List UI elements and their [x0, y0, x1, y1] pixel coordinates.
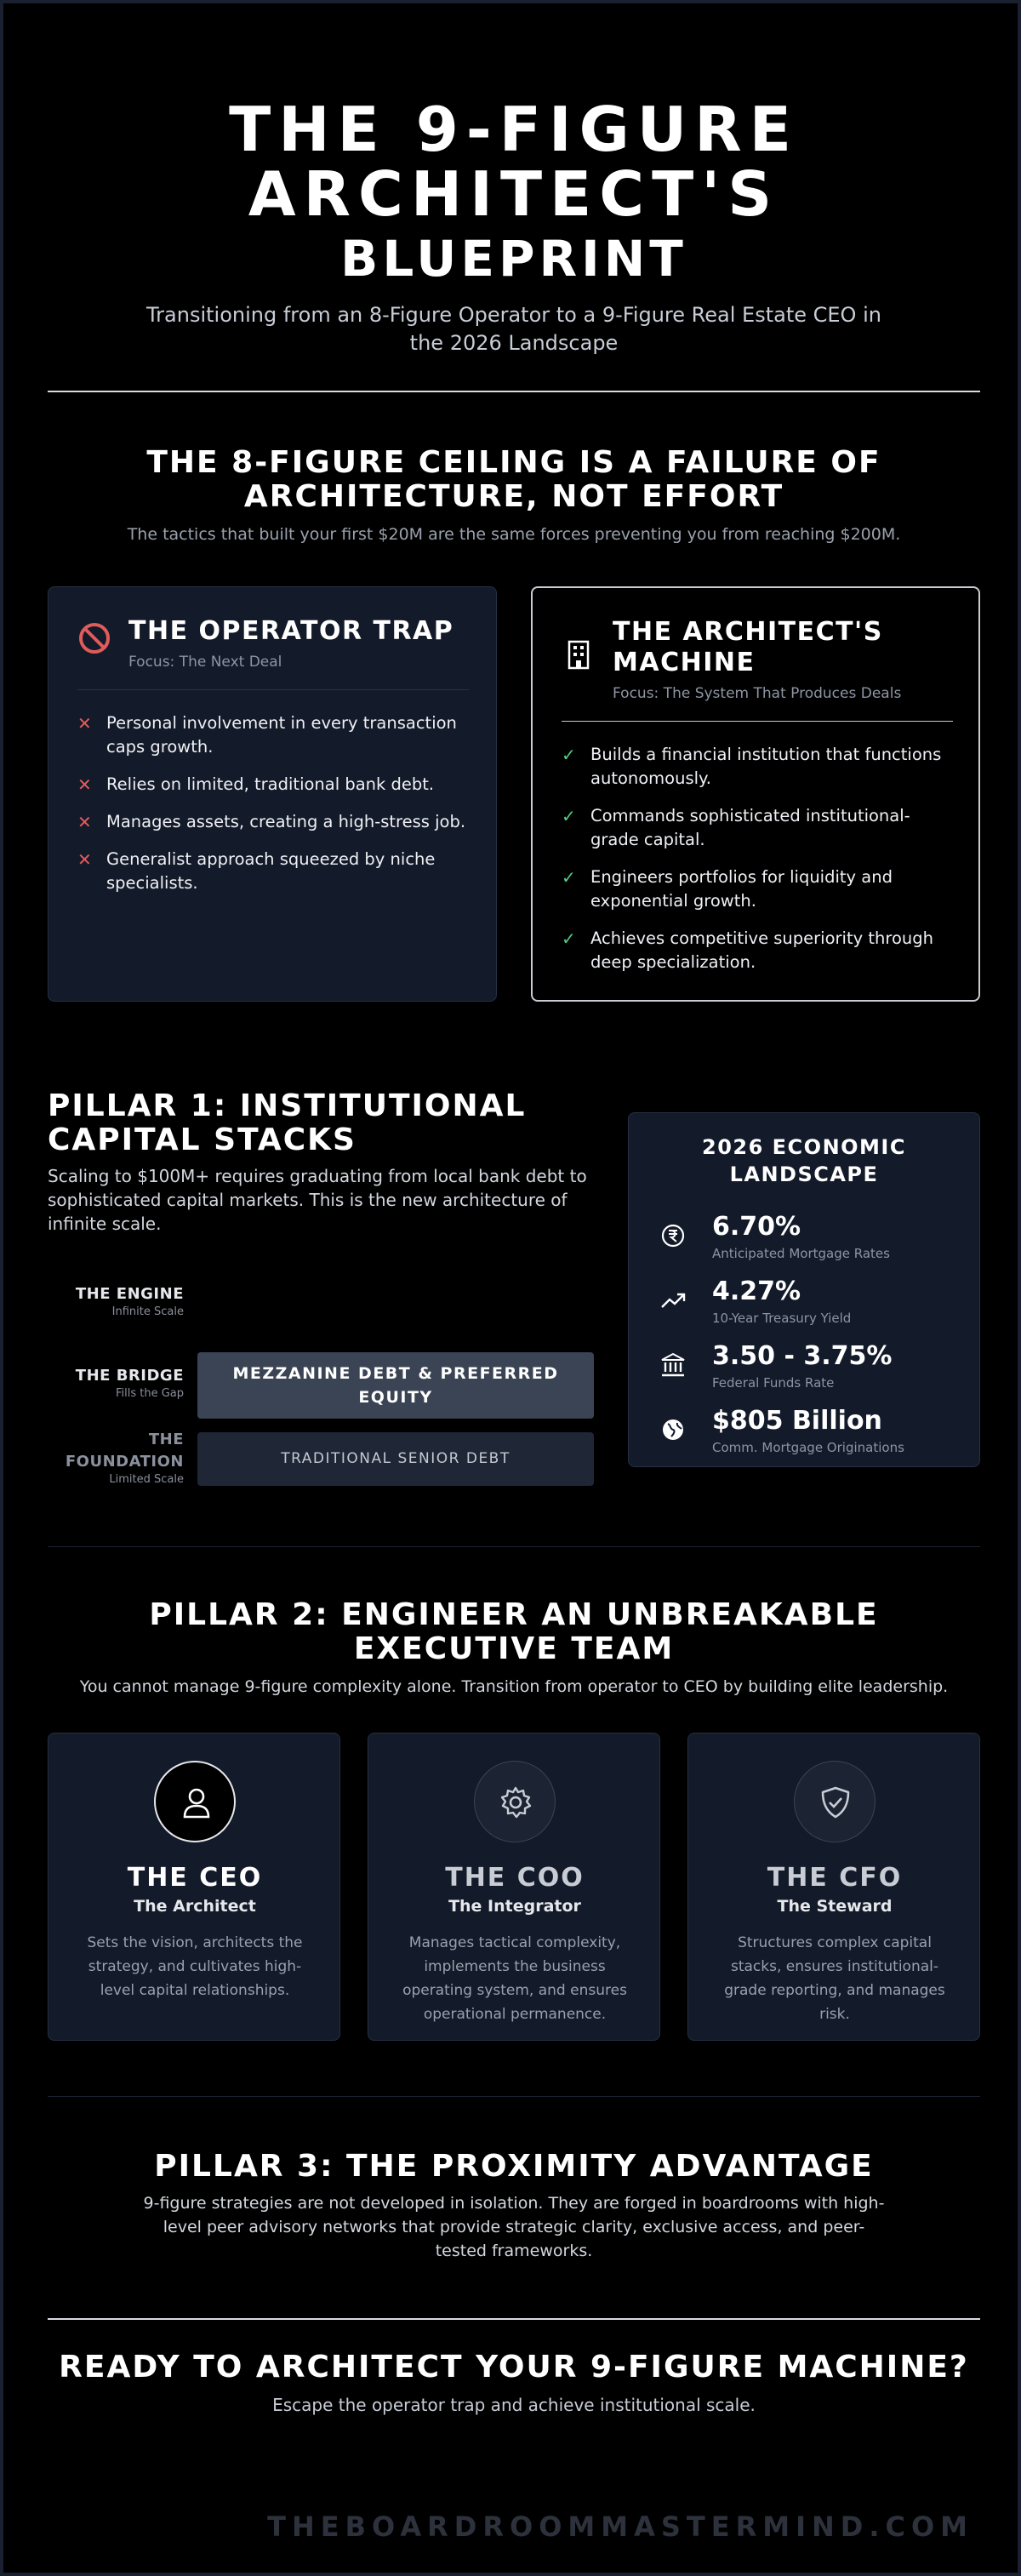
cta-subtitle: Escape the operator trap and achieve institutional scale.: [272, 2395, 756, 2415]
stack-bar-senior-debt: TRADITIONAL SENIOR DEBT: [197, 1432, 594, 1486]
footer-site-link[interactable]: THEBOARDROOMMASTERMIND.COM: [267, 2510, 973, 2543]
currency-icon: [659, 1222, 687, 1249]
cta-title: READY TO ARCHITECT YOUR 9-FIGURE MACHINE?: [59, 2350, 969, 2385]
trending-up-icon: [659, 1287, 687, 1314]
pillar1-title: PILLAR 1: INSTITUTIONAL CAPITAL STACKS: [48, 1088, 527, 1157]
x-icon: ✕: [77, 713, 92, 734]
hero-divider: [48, 391, 980, 392]
hero-subtitle: Transitioning from an 8-Figure Operator to a 9-Figure Real Estate CEO in the 2026 Landscape: [146, 303, 881, 355]
building-icon: [562, 637, 596, 671]
operator-trap-card: [48, 586, 497, 1002]
x-icon: ✕: [77, 849, 92, 870]
gear-icon: [497, 1784, 534, 1821]
architect-machine-card: [531, 586, 980, 1002]
prohibited-icon: [77, 621, 111, 655]
list-item: ✕ Generalist approach squeezed by niche specialists.: [77, 849, 436, 893]
team-subrole: The Architect: [134, 1897, 256, 1916]
hero-title-line2: ARCHITECT'S: [248, 158, 780, 230]
team-description: Structures complex capital stacks, ensures institutional-grade reporting, and manages risk.: [724, 1934, 945, 2023]
team-description: Sets the vision, architects the strategy, and cultivates high-level capital relationships.: [87, 1934, 303, 1999]
cta-divider: [48, 2318, 980, 2320]
stack-bar-mezzanine: MEZZANINE DEBT & PREFERRED EQUITY: [197, 1352, 594, 1419]
architect-machine-list: [562, 743, 953, 988]
pillar2-title: PILLAR 2: ENGINEER AN UNBREAKABLE EXECUTIVE TEAM: [149, 1597, 879, 1666]
x-icon: ✕: [77, 774, 92, 795]
economic-landscape-title: 2026 ECONOMIC LANDSCAPE: [702, 1135, 906, 1186]
pillar2-subtitle: You cannot manage 9-figure complexity alone. Transition from operator to CEO by building elite leadership.: [79, 1677, 949, 1696]
operator-trap-focus: Focus: The Next Deal: [128, 654, 282, 671]
stack-label-engine: THE ENGINE Infinite Scale: [75, 1285, 184, 1318]
architect-machine-focus: Focus: The System That Produces Deals: [613, 685, 902, 702]
pillar3-title: PILLAR 3: THE PROXIMITY ADVANTAGE: [154, 2149, 874, 2184]
hero-title: [48, 94, 980, 291]
operator-trap-divider: [77, 689, 469, 690]
user-icon: [178, 1785, 215, 1822]
list-item: ✓ Builds a financial institution that functions autonomously.: [562, 745, 942, 788]
team-role: THE CFO: [767, 1863, 903, 1893]
team-card-coo: [368, 1733, 660, 2041]
team-card-cfo: [687, 1733, 980, 2041]
team-description: Manages tactical complexity, implements the business operating system, and ensures operational permanence.: [402, 1934, 627, 2023]
avatar: [474, 1761, 556, 1842]
section-divider: [48, 1546, 980, 1547]
team-card-ceo: [48, 1733, 340, 2041]
stack-label-foundation: THE FOUNDATION Limited Scale: [65, 1431, 184, 1486]
operator-trap-list: [77, 711, 469, 909]
team-subrole: The Steward: [777, 1897, 893, 1916]
pillar1-description: Scaling to $100M+ requires graduating from local bank debt to sophisticated capital markets. This is the new architecture of infinite scale.: [48, 1166, 587, 1234]
list-item: ✕ Manages assets, creating a high-stress job.: [77, 812, 466, 832]
list-item: ✓ Commands sophisticated institutional-grade capital.: [562, 806, 910, 849]
team-role: THE CEO: [127, 1863, 263, 1893]
list-item: ✕ Relies on limited, traditional bank debt.: [77, 774, 435, 795]
check-icon: ✓: [562, 867, 576, 888]
bank-icon: [659, 1351, 687, 1379]
hero-title-line1: THE 9-FIGURE: [229, 94, 799, 165]
check-icon: ✓: [562, 806, 576, 826]
hero-title-line3: BLUEPRINT: [340, 230, 687, 288]
team-subrole: The Integrator: [448, 1897, 581, 1916]
globe-icon: [659, 1416, 687, 1443]
check-icon: ✓: [562, 928, 576, 949]
section-divider: [48, 2096, 980, 2097]
operator-trap-title: THE OPERATOR TRAP: [128, 616, 454, 646]
economic-landscape-card: 2026 ECONOMIC LANDSCAPE 6.70% Anticipated Mortgage Rates 4.27% 10-Year Treasury Yield 3.50 - 3.75% Federal Funds Rate $805 Billion Comm. Mortgage Originations: [628, 1112, 980, 1467]
check-icon: ✓: [562, 745, 576, 765]
pillar3-subtitle: 9-figure strategies are not developed in isolation. They are forged in boardrooms with high-level peer advisory networks that provide strategic clarity, exclusive access, and peer-tested frameworks.: [143, 2194, 885, 2260]
ceiling-subtitle: The tactics that built your first $20M are the same forces preventing you from reaching $200M.: [127, 525, 901, 544]
list-item: ✓ Achieves competitive superiority through deep specialization.: [562, 928, 933, 972]
ceiling-title: THE 8-FIGURE CEILING IS A FAILURE OF ARCHITECTURE, NOT EFFORT: [146, 445, 881, 514]
team-role: THE COO: [445, 1863, 585, 1893]
architect-machine-title: THE ARCHITECT'S MACHINE: [613, 617, 883, 677]
x-icon: ✕: [77, 812, 92, 832]
shield-check-icon: [817, 1784, 854, 1821]
stack-label-bridge: THE BRIDGE Fills the Gap: [75, 1367, 184, 1400]
list-item: ✓ Engineers portfolios for liquidity and exponential growth.: [562, 867, 893, 911]
avatar: [794, 1761, 876, 1842]
architect-machine-divider: [562, 721, 953, 722]
avatar: [154, 1761, 236, 1842]
list-item: ✕ Personal involvement in every transaction caps growth.: [77, 713, 457, 757]
